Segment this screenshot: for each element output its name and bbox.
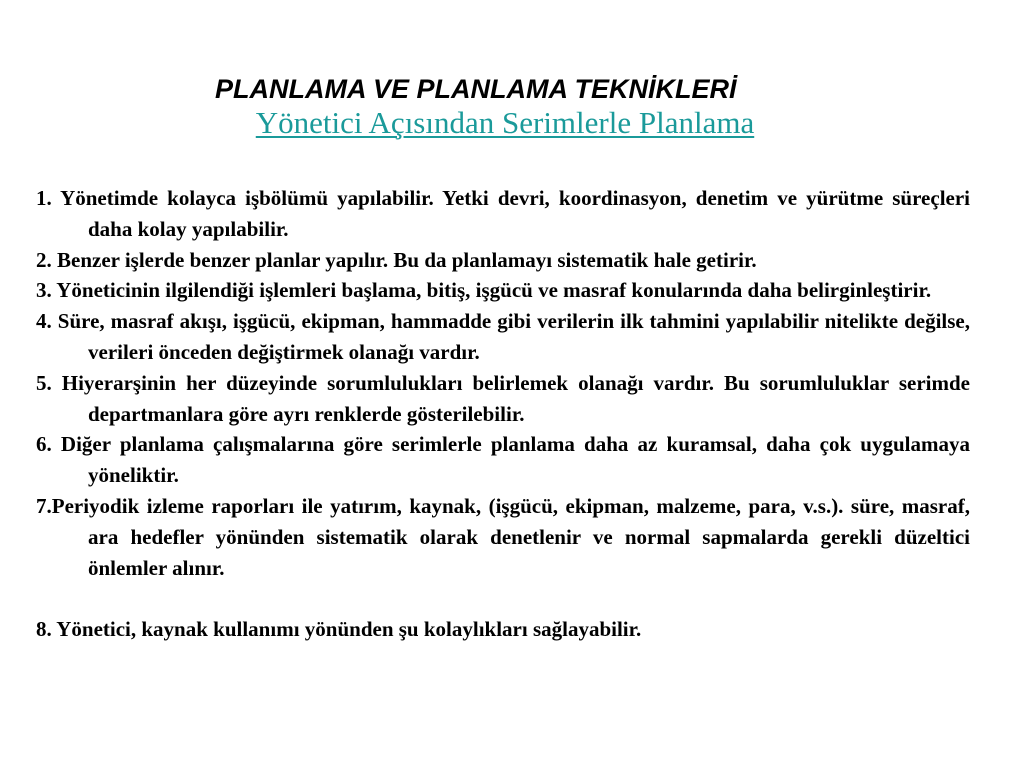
slide-body bbox=[36, 183, 970, 645]
list-item-4: 4. Süre, masraf akışı, işgücü, ekipman, hammadde gibi verilerin ilk tahmini yapılabilir nitelikte değilse, verileri önceden değiştirmek olanağı vardır. bbox=[36, 309, 970, 364]
list-item-8: 8. Yönetici, kaynak kullanımı yönünden şu kolaylıkları sağlayabilir. bbox=[36, 617, 642, 642]
list-item-3: 3. Yöneticinin ilgilendiği işlemleri başlama, bitiş, işgücü ve masraf konularında daha belirginleştirir. bbox=[36, 278, 932, 303]
list-item-2: 2. Benzer işlerde benzer planlar yapılır. Bu da planlamayı sistematik hale getirir. bbox=[36, 247, 757, 272]
paragraph-gap bbox=[36, 583, 970, 614]
slide-subtitle bbox=[0, 104, 1010, 142]
list-item-6: 6. Diğer planlama çalışmalarına göre serimlerle planlama daha az kuramsal, daha çok uygulamaya yöneliktir. bbox=[36, 432, 970, 488]
list-item-7: 7.Periyodik izleme raporları ile yatırım, kaynak, (işgücü, ekipman, malzeme, para, v.s.). süre, masraf, ara hedefler yönünden sistematik olarak denetlenir ve normal sapmalarda gerekli düzeltici önlemler alınır. bbox=[36, 493, 970, 580]
list-item-5: 5. Hiyerarşinin her düzeyinde sorumlulukları belirlemek olanağı vardır. Bu sorumluluklar serimde departmanlara göre ayrı renklerde gösterilebilir. bbox=[36, 370, 970, 426]
list-item-1: 1. Yönetimde kolayca işbölümü yapılabilir. Yetki devri, koordinasyon, denetim ve yürütme süreçleri daha kolay yapılabilir. bbox=[36, 186, 970, 241]
slide-title: PLANLAMA VE PLANLAMA TEKNİKLERİ bbox=[215, 74, 737, 104]
slide-subtitle-text: Yönetici Açısından Serimlerle Planlama bbox=[255, 105, 755, 140]
